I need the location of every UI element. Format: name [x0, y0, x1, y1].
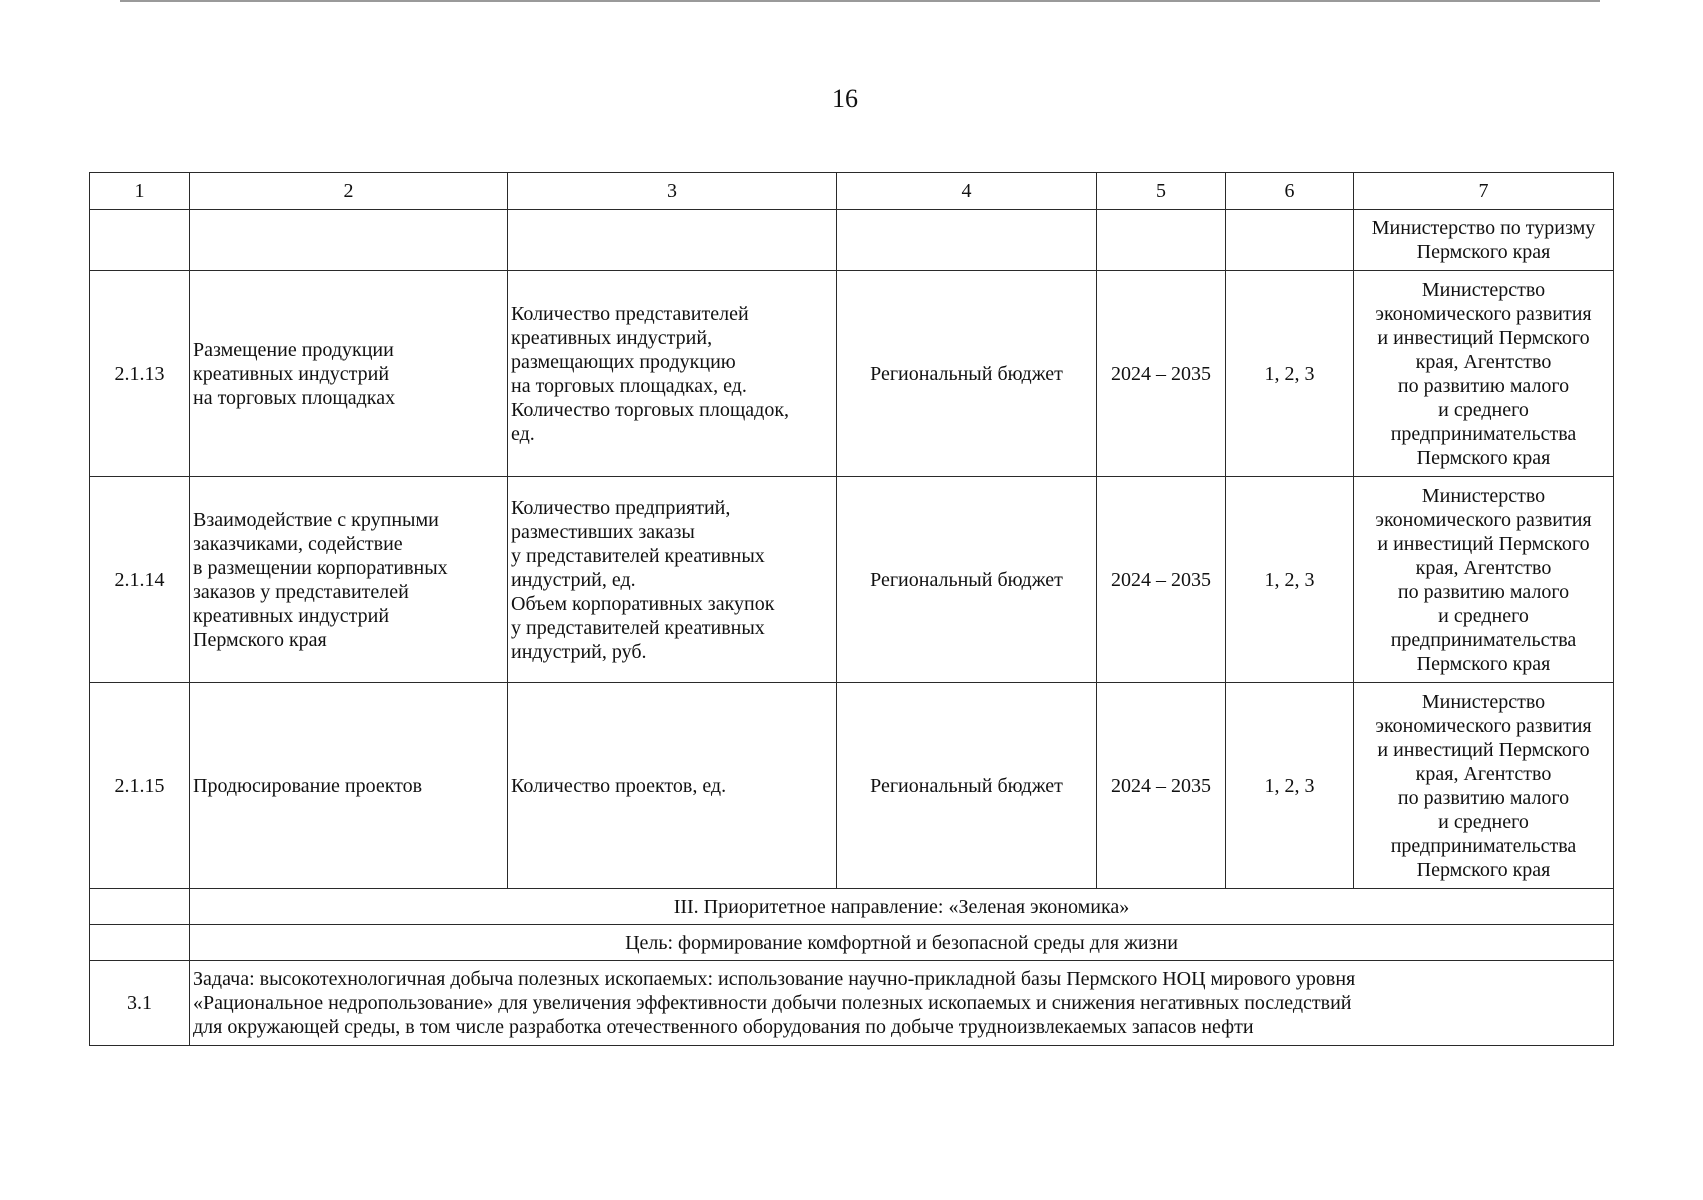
indicator-cell: Количество предприятий, разместивших заказы у представителей креативных индустрий, ед. Объем корпоративных закупок у представителей креативных индустрий, руб. — [508, 477, 837, 683]
goal-heading-row — [90, 925, 1614, 961]
empty-cell — [508, 210, 837, 271]
period-cell: 2024 – 2035 — [1097, 683, 1226, 889]
empty-cell — [190, 210, 508, 271]
responsible-cell: Министерство экономического развития и инвестиций Пермского края, Агентство по развитию малого и среднего предпринимательства Пермского края — [1354, 477, 1614, 683]
period-cell: 2024 – 2035 — [1097, 271, 1226, 477]
header-cell: 4 — [837, 173, 1097, 210]
responsible-cell: Министерство по туризму Пермского края — [1354, 210, 1614, 271]
table-row — [90, 210, 1614, 271]
activity-cell: Размещение продукции креативных индустрий на торговых площадках — [190, 271, 508, 477]
section-heading: III. Приоритетное направление: «Зеленая экономика» — [190, 889, 1614, 925]
header-cell: 7 — [1354, 173, 1614, 210]
header-cell: 1 — [90, 173, 190, 210]
indicator-cell: Количество проектов, ед. — [508, 683, 837, 889]
activities-table — [89, 172, 1614, 1046]
responsible-cell: Министерство экономического развития и инвестиций Пермского края, Агентство по развитию малого и среднего предпринимательства Пермского края — [1354, 271, 1614, 477]
section-heading-row — [90, 889, 1614, 925]
goals-cell: 1, 2, 3 — [1226, 477, 1354, 683]
header-cell: 6 — [1226, 173, 1354, 210]
funding-source-cell: Региональный бюджет — [837, 271, 1097, 477]
empty-cell — [90, 889, 190, 925]
empty-cell — [90, 925, 190, 961]
table-row — [90, 683, 1614, 889]
task-row — [90, 961, 1614, 1046]
table-row — [90, 477, 1614, 683]
period-cell: 2024 – 2035 — [1097, 477, 1226, 683]
funding-source-cell: Региональный бюджет — [837, 683, 1097, 889]
empty-cell — [837, 210, 1097, 271]
task-text: Задача: высокотехнологичная добыча полезных ископаемых: использование научно-прикладной базы Пермского НОЦ мирового уровня «Рациональное недропользование» для увеличения эффективности добычи полезных ископаемых и снижения негативных последствий для окружающей среды, в том числе разработка отечественного оборудования по добыче трудноизвлекаемых запасов нефти — [190, 961, 1614, 1046]
goal-heading: Цель: формирование комфортной и безопасной среды для жизни — [190, 925, 1614, 961]
empty-cell — [1226, 210, 1354, 271]
empty-cell — [1097, 210, 1226, 271]
row-number-cell: 3.1 — [90, 961, 190, 1046]
table-header-row — [90, 173, 1614, 210]
goals-cell: 1, 2, 3 — [1226, 683, 1354, 889]
funding-source-cell: Региональный бюджет — [837, 477, 1097, 683]
row-number-cell: 2.1.15 — [90, 683, 190, 889]
row-number-cell: 2.1.14 — [90, 477, 190, 683]
activity-cell: Продюсирование проектов — [190, 683, 508, 889]
activity-cell: Взаимодействие с крупными заказчиками, содействие в размещении корпоративных заказов у представителей креативных индустрий Пермского края — [190, 477, 508, 683]
header-cell: 5 — [1097, 173, 1226, 210]
page-number: 16 — [832, 84, 858, 113]
scan-edge — [120, 0, 1600, 2]
responsible-cell: Министерство экономического развития и инвестиций Пермского края, Агентство по развитию малого и среднего предпринимательства Пермского края — [1354, 683, 1614, 889]
goals-cell: 1, 2, 3 — [1226, 271, 1354, 477]
indicator-cell: Количество представителей креативных индустрий, размещающих продукцию на торговых площадках, ед. Количество торговых площадок, ед. — [508, 271, 837, 477]
row-number-cell: 2.1.13 — [90, 271, 190, 477]
empty-cell — [90, 210, 190, 271]
header-cell: 2 — [190, 173, 508, 210]
header-cell: 3 — [508, 173, 837, 210]
table-row — [90, 271, 1614, 477]
